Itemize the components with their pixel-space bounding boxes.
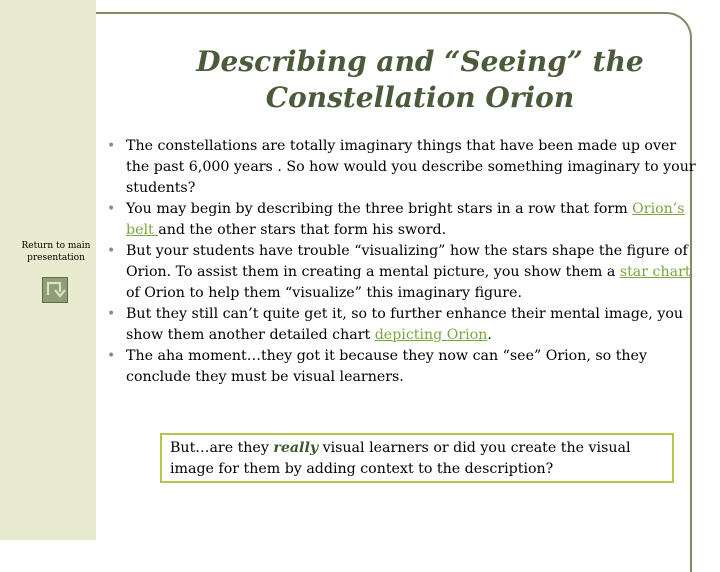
bullet-text: But they still can’t quite get it, so to further enhance their mental image, you show them another detailed chart [126,306,684,343]
return-label-line-2: presentation [27,253,85,263]
callout-emphasis: really [273,440,319,456]
bullet-item [104,136,696,199]
return-label [16,240,96,264]
bullet-dot-icon: • [107,201,116,217]
bullet-dot-icon: • [107,243,116,259]
return-to-main-button[interactable] [42,277,68,303]
bullet-dot-icon: • [107,138,116,154]
bullet-item [104,241,696,304]
bullet-text: The constellations are totally imaginary things that have been made up over the past 6,000 years . So how would you describe something imaginary to your students? [126,138,696,196]
slide-title [140,44,700,116]
bullet-item [104,346,696,388]
callout-text: But…are they [170,440,274,456]
bullet-text: You may begin by describing the three bright stars in a row that form [126,201,633,217]
callout-text: visual learners or did you create the visual image for them by adding context to the description? [170,440,631,477]
bullet-item [104,199,696,241]
title-line-1: Describing and “Seeing” the [196,45,644,78]
star-chart-link[interactable]: star chart [619,264,691,280]
bullet-text: The aha moment…they got it because they now can “see” Orion, so they conclude they must be visual learners. [126,348,647,385]
return-label-line-1: Return to main [21,241,91,251]
depicting-orion-link[interactable]: depicting Orion [374,327,488,343]
bullet-text: . [487,327,492,343]
left-sidebar [0,0,96,540]
bullet-dot-icon: • [107,306,116,322]
bullet-list [104,136,696,388]
orions-belt-link[interactable]: Orion’s belt [126,201,685,238]
bullet-item [104,304,696,346]
callout-box [160,433,674,483]
return-arrow-icon [43,278,67,302]
bullet-dot-icon: • [107,348,116,364]
bullet-text: But your students have trouble “visualizing” how the stars shape the figure of Orion. To assist them in creating a mental picture, you show them a [126,243,688,280]
bullet-text: and the other stars that form his sword. [158,222,447,238]
bullet-text: of Orion to help them “visualize” this imaginary figure. [126,285,522,301]
title-line-2: Constellation Orion [265,81,575,114]
